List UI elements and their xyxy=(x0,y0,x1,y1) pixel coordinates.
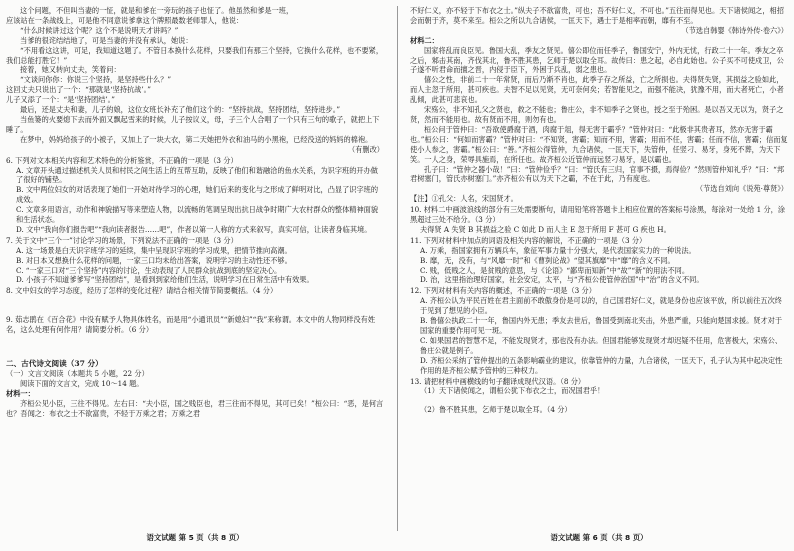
page-divider xyxy=(397,6,398,531)
page-5 xyxy=(6,6,384,526)
page-5-footer: 语文试题 第 5 页（共 8 页） xyxy=(146,533,244,542)
page-6 xyxy=(410,6,788,526)
story-paragraph: 接着，她又转向丈夫，笑着问： xyxy=(20,65,121,75)
section-2-heading: 二、古代诗文阅读（37 分） xyxy=(6,359,103,369)
question-6-option-b: B. 文中两位妇女的对话表现了她们一开始对待学习的心理，她们后来的变化与之形成了鲜明对比，凸显了识字班的成效。 xyxy=(16,185,379,205)
material-1-continued: 不好仁义，亦不轻于下布衣之士。”纵夫子不欲富贵，可也；吾不好仁义，不可也。”五往而得见也。天下诸侯闻之，相招会而朝于齐，莫不来至。桓公之所以九合诸侯，一匡天下，遇士于是相率而朝，靡有不至。 xyxy=(410,6,784,25)
question-13: 13. 请把材料中画横线的句子翻译成现代汉语。（8 分） xyxy=(410,376,586,386)
story-paragraph: 这回丈夫只说出了一个：“那就是‘坚持抗战’。” xyxy=(6,85,151,95)
question-6: 6. 下列对文本相关内容和艺术特色的分析鉴赏，不正确的一项是（3 分） xyxy=(6,155,238,165)
story-paragraph: 最后，还是丈夫和妻，儿子的娘，这位女班长补充了他们这个的：“坚持抗战，坚持团结，坚持进步。” xyxy=(20,105,341,115)
question-7-option-b: B. 对日本又想换什么花样的问题，一家三口均未给出答案，说明学习的主动性还不够。 xyxy=(16,255,292,265)
question-6-option-a: A. 文章开头通过描述机关人员和村民之间生活上的互帮互助，反映了他们和谐融洽的鱼水关系，为识字班的开办做了很好的铺垫。 xyxy=(16,165,378,185)
question-12-option-b: B. 鲁僖公执政二十一年，鲁国内外无患；季友去世后，鲁国受到南北夹击，外患严重，只能向楚国求援。贤才对于国家的重要作用可见一斑。 xyxy=(420,316,783,335)
question-13-part-2: （2）鲁不胜其患，乞师于楚以取全耳。（4 分） xyxy=(420,405,572,415)
page-6-footer: 语文试题 第 6 页（共 8 页） xyxy=(550,533,648,542)
story-paragraph: “不用看这这讲，可足，我知道这题了。不管日本换什么花样，只要我们有那三个坚持，它换什么花样，也不要紧，我们总能打胜它！” xyxy=(6,45,384,65)
question-10-sentence: 夫得贤 A 失贤 B 其损益之验 C 如此 D 而人主 E 忽于所用 F 甚可 G 疾也 H。 xyxy=(420,224,671,234)
material-2-paragraph: 僖公之性，非前二十一年常贤，而后乃渐不肖也，此季子存之所益，亡之所损也。夫得贤失贤，其损益之验如此，而人主忽于所用，甚可疾也。夫智不足以见贤，无可奈何矣；若智能见之，而强不能决，犹豫不用，而大者死亡，小者乱倾，此甚可悲哀也。 xyxy=(410,75,784,105)
story-paragraph: 这个问题，不但叫当妻的一怔，就是和爹在一旁玩的孩子也怔了。他虽然和爹是一班， xyxy=(20,6,294,15)
material-2-source: （节选自刘向《说苑·尊贤》） xyxy=(695,184,788,194)
question-12: 12. 下列对材料有关内容的概述，不正确的一项是（3 分） xyxy=(410,286,596,296)
question-10: 10. 材料二中画波浪线的部分有三处需要断句，请用铅笔将答题卡上相应位置的答案标号涂黑，每涂对一处给 1 分，涂黑超过三处不给分。（3 分） xyxy=(410,205,786,225)
story-text xyxy=(6,6,384,155)
question-7-option-d: D. 小孩子不知道爹爹写“坚持团结”，是看到到家给他们生活，说明学习在日常生活中有效果。 xyxy=(16,275,314,285)
material-2-paragraph: 孔子曰：“管仲之器小哉！”曰：“管仲俭乎？”曰：“管氏有三归，官事不摄，焉得俭？”然则管仲知礼乎？”曰：“邦君树塞门，管氏亦树塞门。”亦齐桓公有以为天下之霸，不在于此，乃有度也。 xyxy=(410,164,785,184)
question-11-option-c: C. 贱，低贱之人，是贫贱的意思，与《论语》“鄙卑而知新”中“故”“新”的用法不同。 xyxy=(420,265,690,275)
story-paragraph: 当鱼篓的火要熄下去而外面又飘起雪来的时候，儿子按议义，母，子三个人合唱了一个只有三句的歌子，就把上下睡了。 xyxy=(6,114,380,134)
story-source: （有删改） xyxy=(348,144,384,154)
footnote: 【注】①孔父：人名，宋国贤才。 xyxy=(410,194,518,204)
material-1-text: 齐桓公见小臣，三往不得见。左右曰：“夫小臣，国之贱臣也，君三往而不得见，其可已矣！”桓公曰：“恶，是何言也？吾闻之：布衣之士不欲富贵，不轻于万乘之君；万乘之君 xyxy=(6,398,384,418)
answer-space xyxy=(410,396,788,405)
material-2-paragraph: 国家将乱而良臣见。鲁国大乱，季友之贤见。僖公即位而任季子，鲁国安宁，外内无忧，行政二十一年。季友之卒之后，邾击其南，齐伐其北，鲁不胜其患，乞师于楚以取全耳。故传曰：患之起，必自此始也。公子买不可使戍卫，公子遂不听君命而擅之晋，内侵于臣下，外困于兵乱，弱之患也。 xyxy=(410,45,784,75)
story-paragraph: 儿子又添了一个：“是‘坚持团结’。” xyxy=(6,95,115,105)
material-2-paragraph: 桓公问于管仲曰：“吾欲使爵腐于酒，肉腐于俎，得无害于霸乎？”管仲对曰：“此极非其贵者耳，然亦无害于霸也。”桓公曰：“何如而害霸？”管仲对曰：“不知贤，害霸；知而不用，害霸；用而不任，害霸；任而不信，害霸；信而复使小人参之，害霸。”桓公曰：“善。”齐桓公得管仲，九合诸侯，一匡天下，失管仲，任竖刁、易牙，身死不葬，为天下笑。一人之身，荣辱具施焉，在所任也。故齐桓公近管仲而远竖刁易牙，是以霸也。 xyxy=(410,124,788,164)
material-1-source: （节选自韩婴《韩诗外传·卷六》） xyxy=(681,25,788,35)
question-7-option-c: C. “一家三口对“三个坚持”内容的讨论，生动表现了人民群众抗战到底的坚定决心。 xyxy=(16,265,282,275)
question-13-part-1: （1）天下诸侯闻之，谓桓公犹下布衣之士，而况国君乎！ xyxy=(420,386,605,396)
question-12-option-c: C. 如果国君的智慧不足，不能发现贤才，那也没有办法。但国君能够发现贤才却迟疑不任用，危害极大，宋殇公、鲁庄公就是例子。 xyxy=(420,335,783,355)
answer-space xyxy=(6,296,384,314)
question-9: 9. 茹志鹃在《百合花》中没有赋予人物具体姓名，而是用“小通讯员”“新媳妇”“我”来称谓。本文中的人物同样没有姓名，这么处理有何作用？请简要分析。（6 分） xyxy=(6,315,376,335)
question-11-option-d: D. 治，这里指治理好国家，社会安定，太平，与“齐桓公使管仲治国”中“治”的含义不同。 xyxy=(420,275,704,285)
story-paragraph: 当爹的很诧结结地了，可是当妻的并没有承认，她说： xyxy=(20,35,193,45)
question-11: 11. 下列对材料中加点的词语及相关内容的解说，不正确的一项是（3 分） xyxy=(410,235,647,245)
question-11-option-a: A. 万乘，指国家拥有万辆兵车，象征军事力量十分强大，是代表国家实力的一种说法。 xyxy=(420,245,696,255)
answer-space xyxy=(6,335,384,353)
story-paragraph: 在梦中，妈妈给孩子的小被子，又加上了一块大衣，第二天她把外衣和油马的小黑袍，已经没送的妈妈的棉袍。 xyxy=(20,134,373,144)
question-12-option-a: A. 齐桓公认为平民百姓在君主面前不敢傲身份是可以的，自己国君好仁义，就是身份也应该平放，所以前往五次终于见到了想见的小臣。 xyxy=(420,296,782,316)
story-paragraph: 应该站在一条战线上，可是他不同意说爹拿这个牌照最数老师罪人，他说： xyxy=(6,15,244,25)
section-2-subheading: （一）文言文阅读（本题共 5 小题，22 分） xyxy=(6,369,149,378)
question-6-option-c: C. 文章多用语言，动作和神貌描写等来塑造人物，以流畅的笔调呈现出抗日战争时期广大农村群众的整体精神面貌和生活状态。 xyxy=(16,205,379,225)
story-paragraph: “什么时候讲过这个呢？这个不是说明天才讲吗？” xyxy=(20,25,179,35)
question-11-option-b: B. 靡，无，没有，与“风靡一时”和《曹刿论战》“望其旗靡”中“靡”的含义不同。 xyxy=(420,255,675,265)
question-6-option-d: D. 文中“我向你们报告吧”“我向读者报告……吧”，作者以第一人称的方式来叙写，真实可信，让读者身临其境。 xyxy=(16,224,372,234)
question-7: 7. 关于文中“三个一”讨论学习的场景，下列说法不正确的一项是（3 分） xyxy=(6,235,238,245)
material-2-paragraph: 宋殇公，非不知孔父之贤也，救之不能也；鲁庄公，非不知季子之贤也，授之至于殆困。是以吾又无以为，贤子之贤，然而不能用也。故有贤而不用，则勿有也。 xyxy=(410,105,784,124)
question-7-option-a: A. 这一场景是白天识字班学习的延续，集中呈现识字班的学习成果，把情节推向高潮。 xyxy=(16,245,292,255)
story-paragraph: “文谈问你你：你说三个坚持，是坚持些什么？” xyxy=(20,75,172,85)
section-2-instruction: 阅读下面的文言文，完成 10～14 题。 xyxy=(20,378,144,388)
material-1-heading: 材料一： xyxy=(6,388,35,398)
question-8: 8. 文中妇女的学习态度，经历了怎样的变化过程？请结合相关情节简要概括。（4 分） xyxy=(6,286,278,296)
question-12-option-d: D. 齐桓公采纳了管仲提出的五条影响霸业的建议，依靠管仲的力量，九合诸侯，一匡天下，孔子认为其中起决定性作用的是齐桓公赋予管仲的三种权力。 xyxy=(420,355,783,375)
material-2-heading: 材料二： xyxy=(410,35,439,45)
